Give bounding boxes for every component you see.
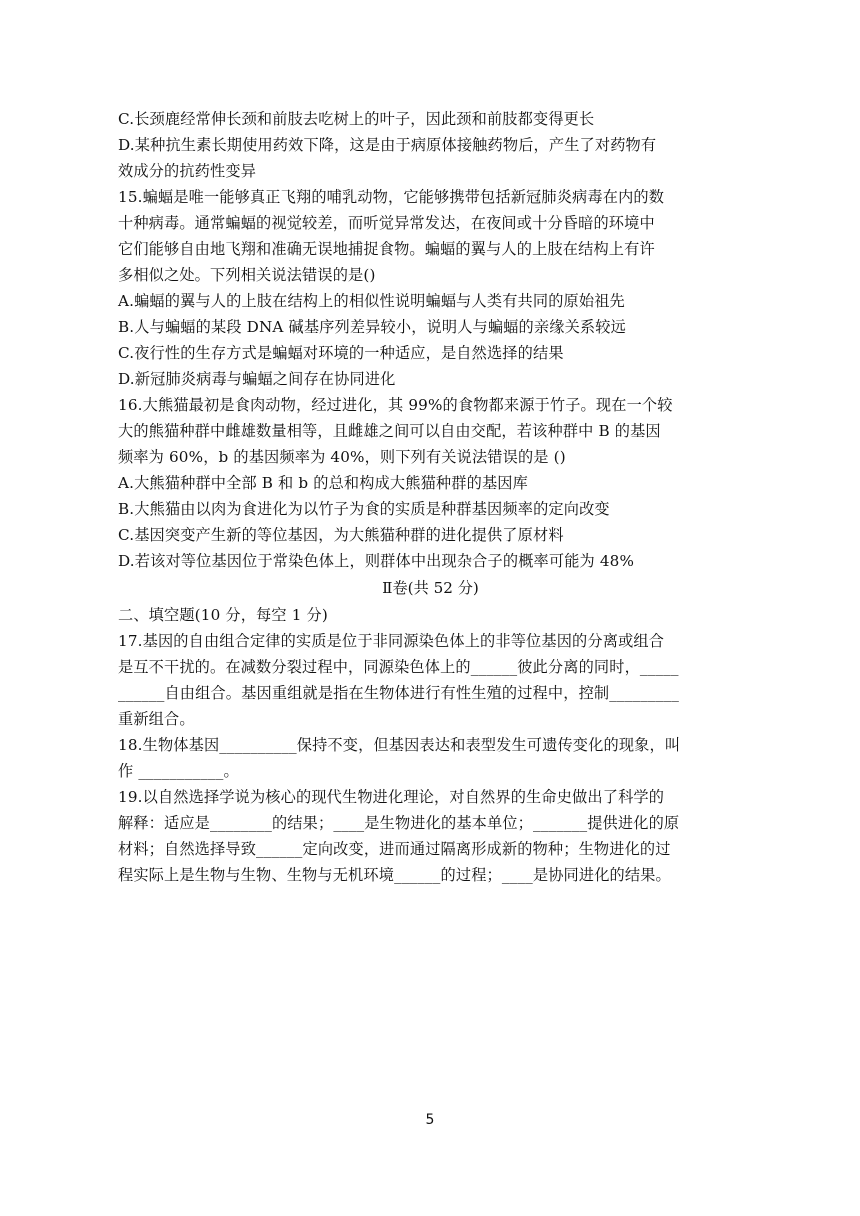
option-c: C.夜行性的生存方式是蝙蝠对环境的一种适应，是自然选择的结果 — [118, 344, 564, 362]
document-body — [118, 106, 743, 888]
page-number: 5 — [425, 1112, 435, 1128]
question-17-line: 17.基因的自由组合定律的实质是位于非同源染色体上的非等位基因的分离或组合 — [118, 632, 665, 650]
option-d: D.新冠肺炎病毒与蝙蝠之间存在协同进化 — [118, 370, 396, 388]
section-subheading: 二、填空题(10 分，每空 1 分) — [118, 606, 328, 624]
option-a: A.大熊猫种群中全部 B 和 b 的总和构成大熊猫种群的基因库 — [118, 474, 528, 492]
text-line: D.某种抗生素长期使用药效下降，这是由于病原体接触药物后，产生了对药物有 — [118, 136, 657, 154]
option-d: D.若该对等位基因位于常染色体上，则群体中出现杂合子的概率可能为 48% — [118, 552, 635, 570]
question-15-line: 15.蝙蝠是唯一能够真正飞翔的哺乳动物，它能够携带包括新冠肺炎病毒在内的数 — [118, 188, 665, 206]
text-line: 大的熊猫种群中雌雄数量相等，且雌雄之间可以自由交配，若该种群中 B 的基因 — [118, 422, 661, 440]
text-line: 解释：适应是________的结果；____是生物进化的基本单位；_______提供进化的原 — [118, 814, 680, 832]
question-18-line: 18.生物体基因__________保持不变，但基因表达和表型发生可遗传变化的现象，叫 — [118, 736, 681, 754]
text-line: 程实际上是生物与生物、生物与无机环境______的过程；____是协同进化的结果。 — [118, 866, 671, 884]
question-16-line: 16.大熊猫最初是食肉动物，经过进化，其 99%的食物都来源于竹子。现在一个较 — [118, 396, 673, 414]
text-line: 是互不干扰的。在减数分裂过程中，同源染色体上的______彼此分离的同时，_____ — [118, 658, 679, 676]
option-a: A.蝙蝠的翼与人的上肢在结构上的相似性说明蝙蝠与人类有共同的原始祖先 — [118, 292, 625, 310]
text-line: 它们能够自由地飞翔和准确无误地捕捉食物。蝙蝠的翼与人的上肢在结构上有许 — [118, 240, 655, 258]
question-19-line: 19.以自然选择学说为核心的现代生物进化理论，对自然界的生命史做出了科学的 — [118, 788, 665, 806]
text-line: 材料；自然选择导致______定向改变，进而通过隔离形成新的物种；生物进化的过 — [118, 840, 671, 858]
text-line: C.长颈鹿经常伸长颈和前肢去吃树上的叶子，因此颈和前肢都变得更长 — [118, 110, 595, 128]
text-line: 多相似之处。下列相关说法错误的是() — [118, 266, 376, 284]
section-heading: Ⅱ卷(共 52 分) — [382, 579, 479, 597]
option-c: C.基因突变产生新的等位基因，为大熊猫种群的进化提供了原材料 — [118, 526, 564, 544]
text-line: 频率为 60%，b 的基因频率为 40%，则下列有关说法错误的是 () — [118, 448, 566, 466]
text-line: 十种病毒。通常蝙蝠的视觉较差，而听觉异常发达，在夜间或十分昏暗的环境中 — [118, 214, 655, 232]
text-line: 效成分的抗药性变异 — [118, 162, 257, 180]
text-line: ______自由组合。基因重组就是指在生物体进行有性生殖的过程中，控制_________ — [118, 684, 679, 702]
text-line: 重新组合。 — [118, 710, 195, 728]
text-line: 作 ___________。 — [118, 762, 239, 780]
option-b: B.大熊猫由以肉为食进化为以竹子为食的实质是种群基因频率的定向改变 — [118, 500, 610, 518]
option-b: B.人与蝙蝠的某段 DNA 碱基序列差异较小，说明人与蝙蝠的亲缘关系较远 — [118, 318, 626, 336]
